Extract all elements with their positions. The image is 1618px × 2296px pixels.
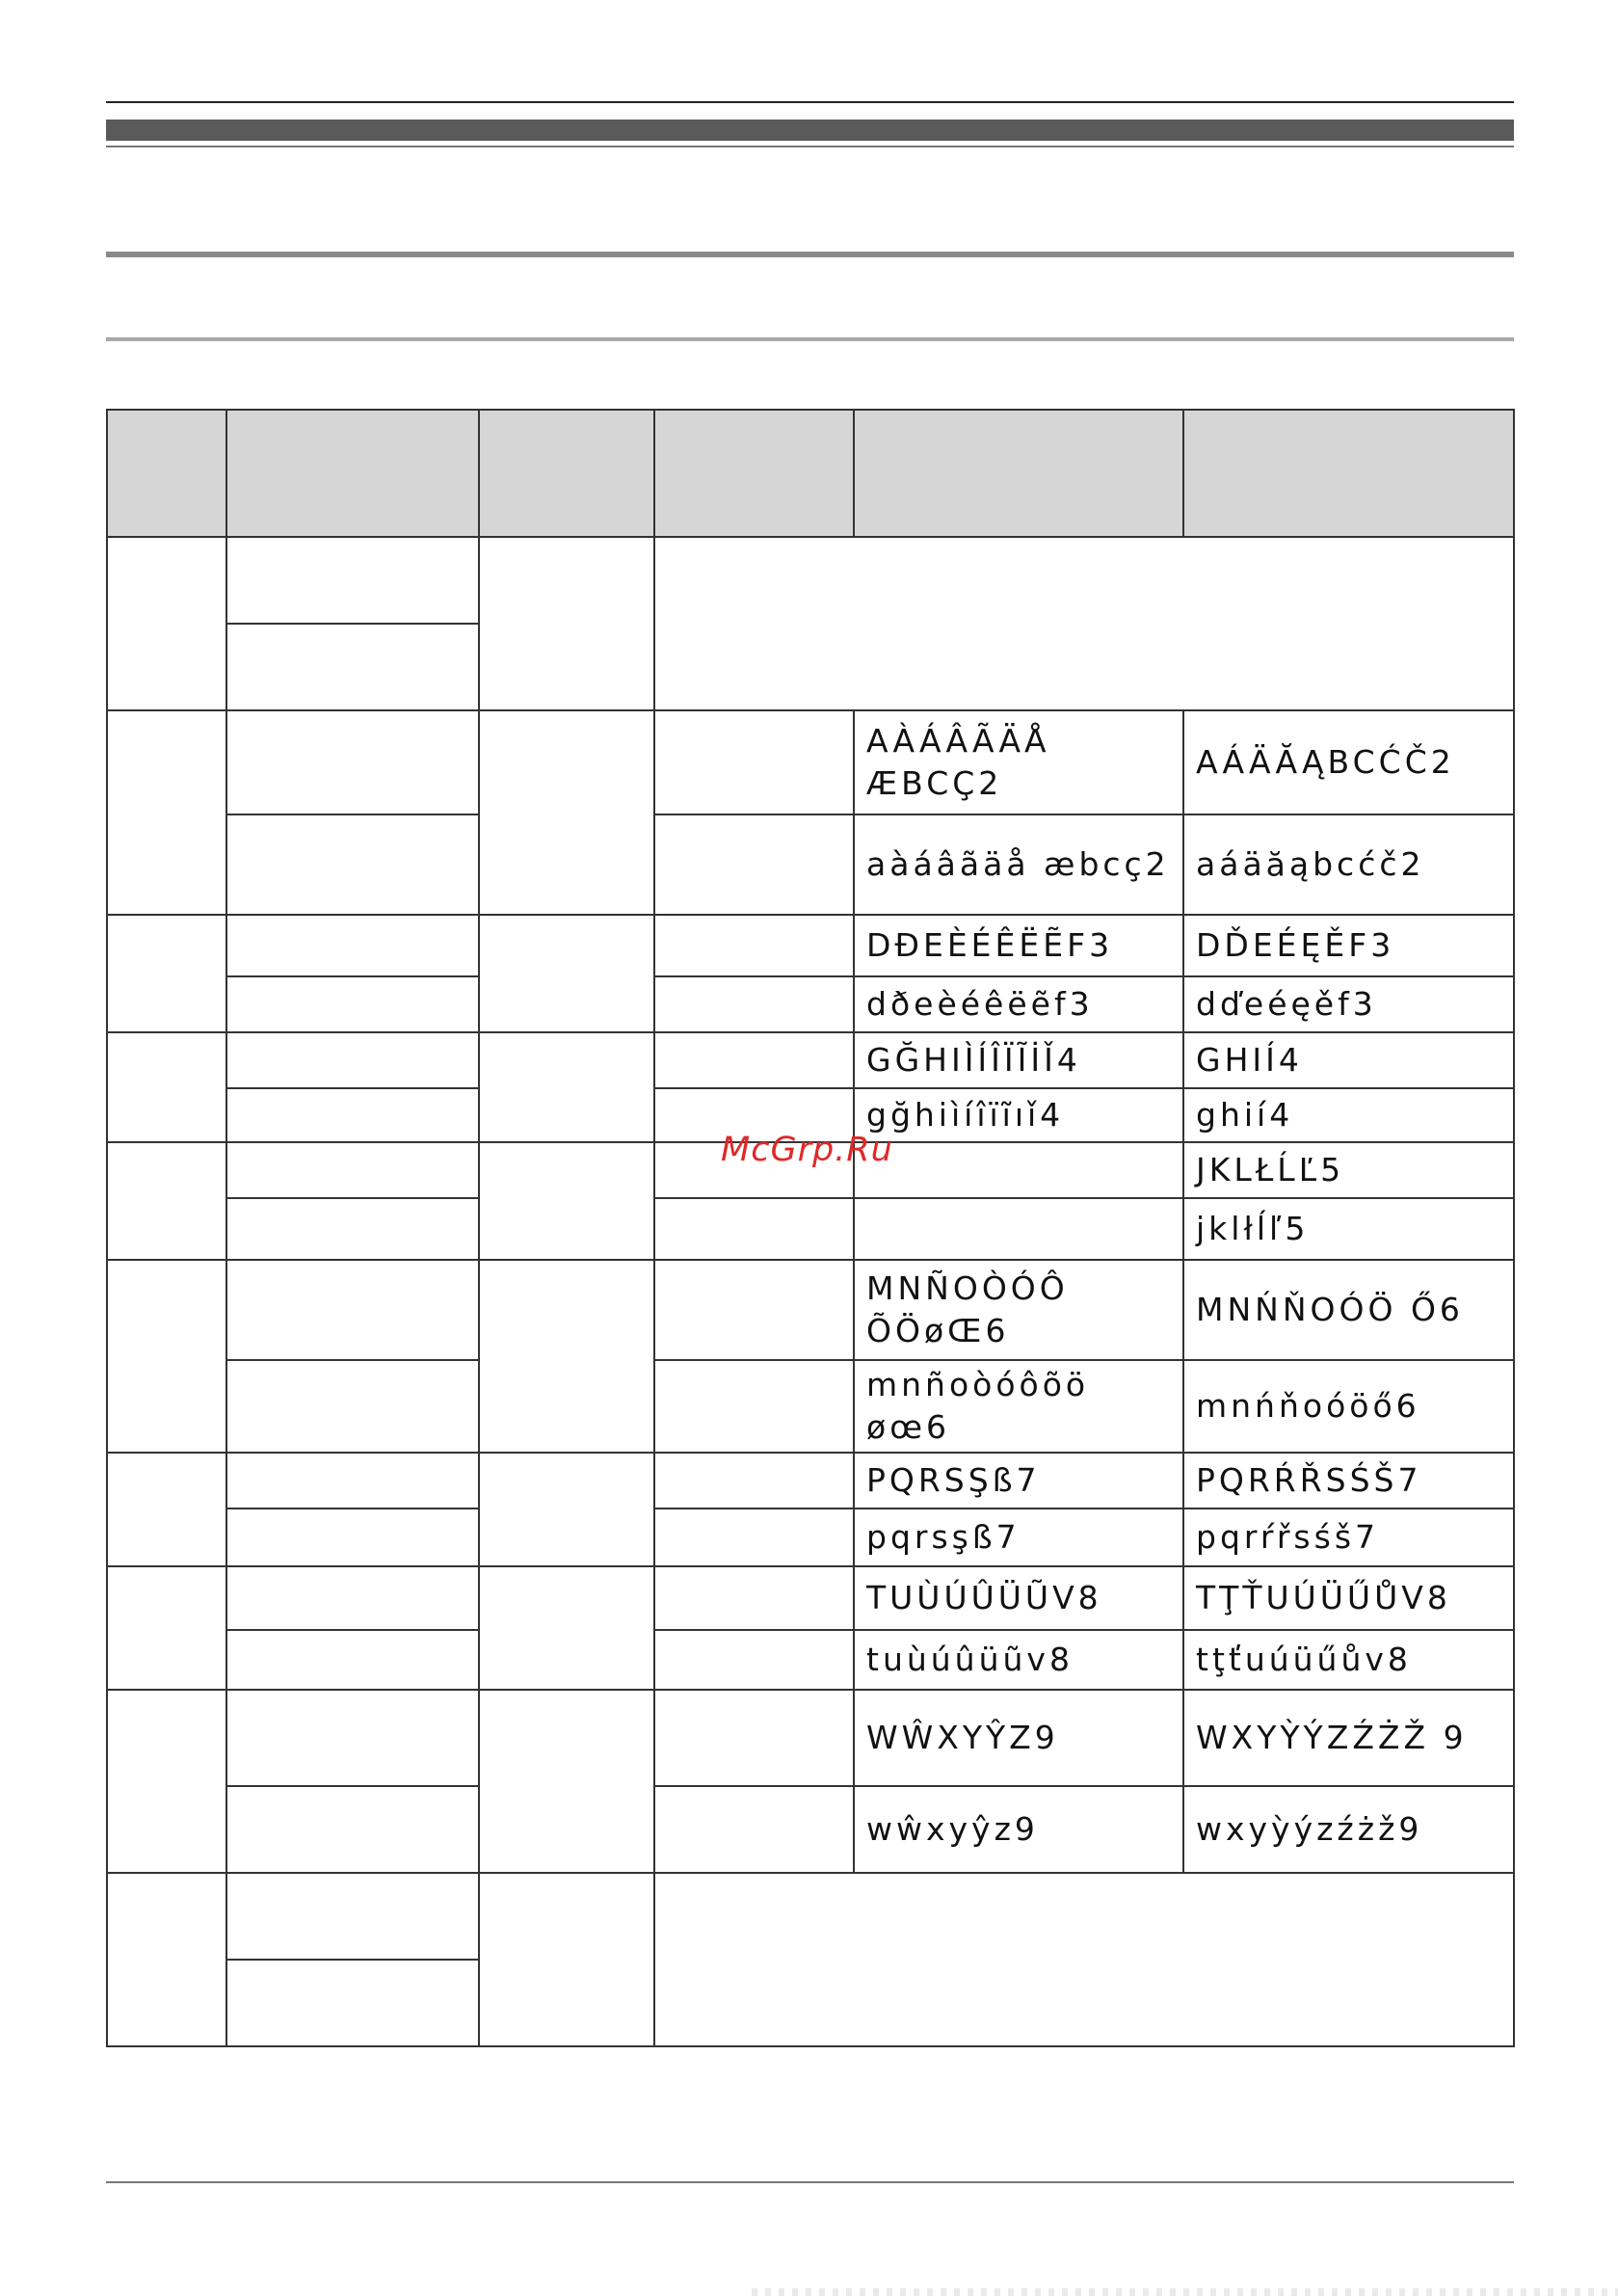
header-rule-thin xyxy=(106,101,1514,103)
extended-2-lower: mnńňoóöő6 xyxy=(1183,1360,1514,1453)
case-cell xyxy=(654,1508,854,1566)
extended-2-lower: tţťuúüűův8 xyxy=(1183,1630,1514,1690)
mode-cell xyxy=(226,1260,479,1360)
header-cell-key xyxy=(107,410,226,537)
extended-2-upper: AÁÄĂĄBCĆČ2 xyxy=(1183,710,1514,814)
merged-cell xyxy=(654,1873,1514,2046)
extended-1-lower: dðeèéêëẽf3 xyxy=(854,976,1183,1032)
standard-cell xyxy=(479,1142,654,1260)
key-cell xyxy=(107,1032,226,1142)
extended-1-lower: aàáâãäå æbcç2 xyxy=(854,814,1183,915)
case-cell xyxy=(654,814,854,915)
key-cell xyxy=(107,915,226,1032)
section-rule xyxy=(106,252,1514,257)
extended-1-upper: AÀÁÂÃÄÅ ÆBCÇ2 xyxy=(854,710,1183,814)
header-rule-thick xyxy=(106,120,1514,141)
table-row xyxy=(107,1508,1514,1566)
table-row xyxy=(107,1032,1514,1088)
extended-2-upper: MNŃŇOÓÖ Ő6 xyxy=(1183,1260,1514,1360)
table-row xyxy=(107,1198,1514,1260)
extended-1-lower: gğhiìíîïĩıǐ4 xyxy=(854,1088,1183,1142)
extended-2-lower: jklłĺľ5 xyxy=(1183,1198,1514,1260)
mode-cell xyxy=(226,1142,479,1198)
standard-cell xyxy=(479,1032,654,1142)
case-cell xyxy=(654,976,854,1032)
case-cell xyxy=(654,1786,854,1873)
mode-cell xyxy=(226,1873,479,1960)
key-cell xyxy=(107,1873,226,2046)
character-table xyxy=(106,409,1515,2047)
standard-cell xyxy=(479,915,654,1032)
key-cell xyxy=(107,1566,226,1690)
case-cell xyxy=(654,915,854,976)
extended-2-upper: WXYỲÝZŹŻŽ 9 xyxy=(1183,1690,1514,1786)
table-row xyxy=(107,1453,1514,1508)
table-row xyxy=(107,915,1514,976)
extended-2-upper: GHIÍ4 xyxy=(1183,1032,1514,1088)
case-cell xyxy=(654,1453,854,1508)
extended-2-upper: DĎEÉĘĚF3 xyxy=(1183,915,1514,976)
case-cell xyxy=(654,1566,854,1630)
table-row xyxy=(107,537,1514,624)
extended-2-upper: PQRŔŘSŚŠ7 xyxy=(1183,1453,1514,1508)
mode-cell xyxy=(226,1630,479,1690)
table-row xyxy=(107,710,1514,814)
extended-2-lower: ghií4 xyxy=(1183,1088,1514,1142)
table-row xyxy=(107,1566,1514,1630)
key-cell xyxy=(107,1142,226,1260)
mode-cell xyxy=(226,1690,479,1786)
standard-cell xyxy=(479,1566,654,1690)
table-row xyxy=(107,1360,1514,1453)
mode-cell xyxy=(226,1088,479,1142)
case-cell xyxy=(654,1690,854,1786)
extended-1-upper: WŴXYŶZ9 xyxy=(854,1690,1183,1786)
header-cell-mode xyxy=(226,410,479,537)
key-cell xyxy=(107,1690,226,1873)
table-row xyxy=(107,1690,1514,1786)
extended-1-lower: mnñoòóôõö øœ6 xyxy=(854,1360,1183,1453)
mode-cell xyxy=(226,1032,479,1088)
table-row xyxy=(107,1260,1514,1360)
extended-1-lower: pqrsşß7 xyxy=(854,1508,1183,1566)
table-row xyxy=(107,1873,1514,1960)
case-cell xyxy=(654,1198,854,1260)
extended-2-lower: aáäăąbcćč2 xyxy=(1183,814,1514,915)
case-cell xyxy=(654,1630,854,1690)
standard-cell xyxy=(479,1453,654,1566)
watermark: McGrp.Ru xyxy=(721,1131,893,1169)
standard-cell xyxy=(479,1873,654,2046)
key-cell xyxy=(107,1260,226,1453)
case-cell xyxy=(654,710,854,814)
case-cell xyxy=(654,1260,854,1360)
extended-1-lower: wŵxyŷz9 xyxy=(854,1786,1183,1873)
merged-cell xyxy=(654,537,1514,710)
extended-1-upper: DĐEÈÉÊËẼF3 xyxy=(854,915,1183,976)
extended-1-lower xyxy=(854,1198,1183,1260)
mode-cell xyxy=(226,1198,479,1260)
extended-2-upper: JKLŁĹĽ5 xyxy=(1183,1142,1514,1198)
mode-cell xyxy=(226,1566,479,1630)
scan-artifact xyxy=(752,2288,1618,2296)
mode-cell xyxy=(226,915,479,976)
extended-2-lower: wxyỳýzźżž9 xyxy=(1183,1786,1514,1873)
mode-cell xyxy=(226,710,479,814)
mode-cell xyxy=(226,1508,479,1566)
mode-cell xyxy=(226,976,479,1032)
mode-cell xyxy=(226,814,479,915)
mode-cell xyxy=(226,537,479,624)
key-cell xyxy=(107,1453,226,1566)
extended-1-upper: PQRSŞß7 xyxy=(854,1453,1183,1508)
extended-1-upper: MNÑOÒÓÔ ÕÖøŒ6 xyxy=(854,1260,1183,1360)
table-row xyxy=(107,1630,1514,1690)
case-cell xyxy=(654,1032,854,1088)
case-cell xyxy=(654,1360,854,1453)
extended-2-lower: dďeéęěf3 xyxy=(1183,976,1514,1032)
extended-2-upper: TŢŤUÚÜŰŮV8 xyxy=(1183,1566,1514,1630)
header-cell-case xyxy=(654,410,854,537)
table-row xyxy=(107,976,1514,1032)
extended-1-upper: TUÙÚÛÜŨV8 xyxy=(854,1566,1183,1630)
table-row xyxy=(107,814,1514,915)
subsection-rule xyxy=(106,337,1514,341)
standard-cell xyxy=(479,1260,654,1453)
mode-cell xyxy=(226,1786,479,1873)
extended-2-lower: pqrŕřsśš7 xyxy=(1183,1508,1514,1566)
mode-cell xyxy=(226,1960,479,2046)
table-row xyxy=(107,1786,1514,1873)
standard-cell xyxy=(479,710,654,915)
standard-cell xyxy=(479,537,654,710)
mode-cell xyxy=(226,624,479,710)
table-header-row xyxy=(107,410,1514,537)
standard-cell xyxy=(479,1690,654,1873)
key-cell xyxy=(107,710,226,915)
extended-1-lower: tuùúûüũv8 xyxy=(854,1630,1183,1690)
header-rule-under xyxy=(106,146,1514,147)
header-cell-standard xyxy=(479,410,654,537)
key-cell xyxy=(107,537,226,710)
header-cell-extended-1 xyxy=(854,410,1183,537)
extended-1-upper xyxy=(854,1142,1183,1198)
mode-cell xyxy=(226,1453,479,1508)
footer-rule xyxy=(106,2181,1514,2183)
mode-cell xyxy=(226,1360,479,1453)
extended-1-upper: GĞHIÌÍÎÏĨİǏ4 xyxy=(854,1032,1183,1088)
header-cell-extended-2 xyxy=(1183,410,1514,537)
